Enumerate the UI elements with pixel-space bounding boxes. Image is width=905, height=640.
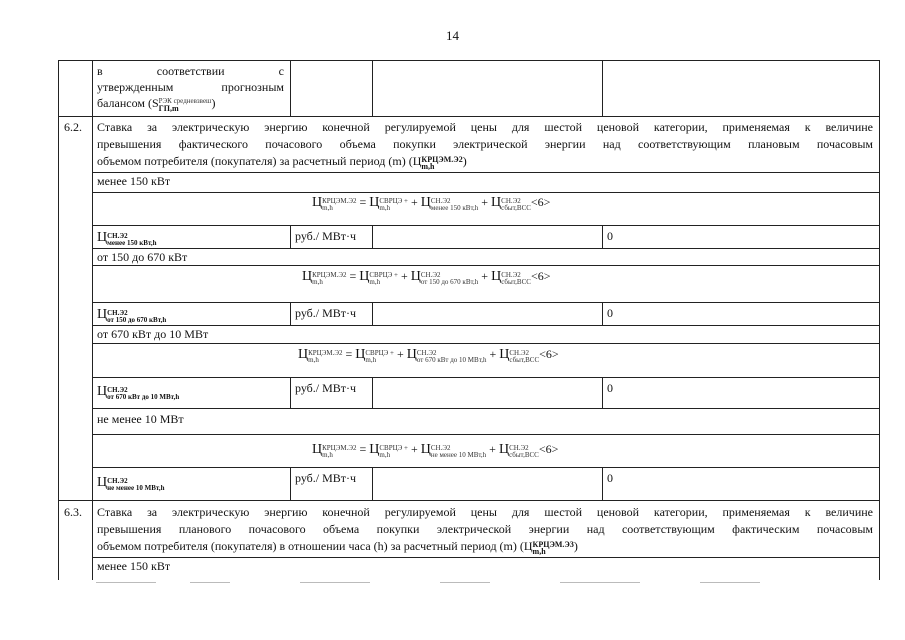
operator: + bbox=[481, 269, 489, 283]
sup-text: СН.Э2 bbox=[430, 197, 451, 205]
rule-62-top bbox=[58, 116, 879, 117]
col-val-g1 bbox=[602, 225, 603, 248]
rule-g3-formula bbox=[92, 343, 879, 344]
scan-artifact bbox=[190, 582, 230, 583]
group-label: менее 150 кВт bbox=[97, 559, 171, 573]
symbol: Ц bbox=[312, 442, 323, 457]
footnote-ref: <6> bbox=[530, 269, 551, 283]
value-cell: 0 bbox=[607, 229, 613, 243]
symbol: Ц bbox=[298, 347, 309, 362]
symbol: Ц bbox=[359, 269, 370, 284]
sub-text: m,h bbox=[379, 451, 391, 459]
symbol: Ц bbox=[420, 442, 431, 457]
page-number: 14 bbox=[446, 28, 459, 43]
cont-line3 bbox=[97, 95, 215, 112]
symbol: Ц bbox=[302, 269, 313, 284]
operator: = bbox=[359, 442, 367, 456]
col-num-divider bbox=[92, 60, 93, 580]
rule-63-sub bbox=[92, 557, 879, 558]
operator: + bbox=[410, 195, 418, 209]
sup-text: СВРЦЭ + bbox=[379, 197, 408, 205]
sup-text: СН.Э2 bbox=[107, 232, 128, 240]
section-text-line bbox=[97, 538, 578, 555]
operator: + bbox=[396, 347, 404, 361]
symbol: Ц bbox=[498, 442, 510, 457]
col-unit-g1 bbox=[290, 225, 291, 248]
symbol: Ц bbox=[97, 475, 108, 490]
row-label bbox=[97, 383, 179, 401]
formula bbox=[302, 268, 550, 286]
formula bbox=[298, 346, 559, 364]
col-val-top bbox=[602, 60, 603, 116]
sub-text: m,h bbox=[312, 278, 323, 286]
sub-text: сбыт,ВСС bbox=[501, 204, 531, 212]
scan-artifact bbox=[300, 582, 370, 583]
symbol: Ц bbox=[410, 269, 421, 284]
col-val-g4 bbox=[602, 467, 603, 500]
unit-cell: руб./ МВт·ч bbox=[295, 471, 357, 485]
sub-text: m,h bbox=[421, 162, 435, 171]
sup-text: КРЦЭМ.Э2 bbox=[421, 155, 463, 164]
symbol: Ц bbox=[491, 195, 502, 210]
sub-text: m,h bbox=[322, 451, 333, 459]
value-cell: 0 bbox=[607, 381, 613, 395]
sup-text: СН.Э2 bbox=[107, 477, 128, 485]
sub-text: сбыт,ВСС bbox=[501, 278, 531, 286]
sup-text: СН.Э2 bbox=[416, 349, 437, 357]
formula bbox=[312, 194, 550, 212]
rule-g2-formula bbox=[92, 265, 879, 266]
sub-text: ГП,m bbox=[158, 104, 179, 113]
operator: + bbox=[489, 347, 497, 361]
sub-text: m,h bbox=[308, 356, 319, 364]
rule-63-top bbox=[58, 500, 879, 501]
sub-text: от 670 кВт до 10 МВт,h bbox=[107, 393, 180, 401]
section-text: ) bbox=[462, 154, 467, 168]
section-number: 6.3. bbox=[64, 505, 82, 519]
rule-g1-label bbox=[92, 172, 879, 173]
cont-word: в bbox=[97, 64, 103, 78]
sup-text: КРЦЭМ.Э2 bbox=[312, 271, 347, 279]
sup-text: СН.Э2 bbox=[501, 197, 521, 205]
sup-text: КРЦЭМ.Э2 bbox=[322, 444, 357, 452]
rule-top bbox=[58, 60, 879, 61]
col-unit-g2 bbox=[290, 302, 291, 325]
col-mid-g1 bbox=[372, 225, 373, 248]
col-mid-g2 bbox=[372, 302, 373, 325]
section-text-line: Ставка за электрическую энергию конечной регулируемой цены для шестой ценовой категории, применяемая к величине bbox=[97, 505, 873, 519]
symbol: Ц bbox=[97, 230, 108, 245]
rule-g1-formula bbox=[92, 192, 879, 193]
symbol: Ц bbox=[97, 384, 108, 399]
sup-text: СВРЦЭ + bbox=[379, 444, 408, 452]
sup-text: СН.Э2 bbox=[107, 309, 128, 317]
col-mid-top bbox=[372, 60, 373, 116]
sub-text: менее 150 кВт,h bbox=[107, 239, 157, 247]
operator: = bbox=[359, 195, 367, 209]
scan-artifact bbox=[560, 582, 640, 583]
section-text-line bbox=[97, 153, 467, 170]
cont-word: с bbox=[278, 64, 284, 78]
cont-line2 bbox=[97, 79, 284, 95]
group-label: не менее 10 МВт bbox=[97, 412, 184, 426]
unit-cell: руб./ МВт·ч bbox=[295, 306, 357, 320]
sub-text: сбыт,ВСС bbox=[509, 356, 540, 364]
group-label: от 150 до 670 кВт bbox=[97, 250, 188, 264]
col-unit-g4 bbox=[290, 467, 291, 500]
sub-text: от 150 до 670 кВт,h bbox=[420, 278, 479, 286]
cont-word: соответствии bbox=[156, 64, 225, 78]
sub-text: от 670 кВт до 10 МВт,h bbox=[416, 356, 487, 364]
operator: + bbox=[410, 442, 418, 456]
section-number: 6.2. bbox=[64, 120, 82, 134]
symbol: Ц bbox=[406, 347, 417, 362]
rule-g4-row bbox=[92, 467, 879, 468]
section-text: объемом потребителя (покупателя) в отношении часа (h) за расчетный период (m) (Ц bbox=[97, 539, 533, 553]
operator: = bbox=[345, 347, 353, 361]
sup-text: СВРЦЭ + bbox=[365, 349, 394, 357]
cont-word: утвержденным bbox=[97, 80, 174, 94]
symbol: Ц bbox=[491, 269, 502, 284]
operator: + bbox=[481, 195, 489, 209]
section-text: ) bbox=[573, 539, 578, 553]
col-outer-left bbox=[58, 60, 59, 580]
sup-text: СН.Э2 bbox=[509, 444, 529, 452]
rule-g1-row bbox=[92, 225, 879, 226]
unit-cell: руб./ МВт·ч bbox=[295, 229, 357, 243]
sup-text: СН.Э2 bbox=[107, 386, 128, 394]
sup-text: СН.Э2 bbox=[509, 349, 529, 357]
sup-text: РЭК средневзвеш bbox=[158, 97, 212, 105]
section-text: объемом потребителя (покупателя) за расчетный период (m) (Ц bbox=[97, 154, 422, 168]
section-text-line: превышения фактического почасового объема покупки электрической энергии над соответствующим плановым почасовым bbox=[97, 137, 873, 151]
col-unit-g3 bbox=[290, 377, 291, 408]
footnote-ref: <6> bbox=[538, 442, 559, 456]
sub-text: от 150 до 670 кВт,h bbox=[107, 316, 167, 324]
unit-cell: руб./ МВт·ч bbox=[295, 381, 357, 395]
sub-text: m,h bbox=[365, 356, 377, 364]
operator: = bbox=[349, 269, 357, 283]
sub-text: m,h bbox=[322, 204, 333, 212]
section-text-line: превышения планового почасового объема покупки электрической энергии над соответствующим фактическим почасовым bbox=[97, 522, 873, 536]
sub-text: не менее 10 МВт,h bbox=[430, 451, 487, 459]
group-label: от 670 кВт до 10 МВт bbox=[97, 327, 209, 341]
symbol: Ц bbox=[97, 307, 108, 322]
rule-g2-row bbox=[92, 302, 879, 303]
symbol: Ц bbox=[355, 347, 366, 362]
sup-text: КРЦЭМ.Э3 bbox=[532, 540, 574, 549]
sup-text: СВРЦЭ + bbox=[369, 271, 398, 279]
sub-text: не менее 10 МВт,h bbox=[107, 484, 165, 492]
sub-text: менее 150 кВт,h bbox=[430, 204, 479, 212]
cont-text: балансом (S bbox=[97, 96, 159, 110]
scan-artifact bbox=[96, 582, 156, 583]
rule-g2-label bbox=[92, 248, 879, 249]
sup-text: СН.Э2 bbox=[430, 444, 451, 452]
cont-line1 bbox=[97, 63, 284, 79]
operator: + bbox=[489, 442, 496, 456]
col-mid-g3 bbox=[372, 377, 373, 408]
cont-word: прогнозным bbox=[221, 80, 284, 94]
cont-text: ) bbox=[211, 96, 216, 110]
sub-text: m,h bbox=[379, 204, 391, 212]
row-label bbox=[97, 229, 157, 247]
symbol: Ц bbox=[312, 195, 323, 210]
symbol: Ц bbox=[499, 347, 510, 362]
symbol: Ц bbox=[369, 442, 380, 457]
scan-artifact bbox=[440, 582, 490, 583]
col-mid-g4 bbox=[372, 467, 373, 500]
sup-text: КРЦЭМ.Э2 bbox=[322, 197, 357, 205]
sup-text: СН.Э2 bbox=[420, 271, 441, 279]
value-cell: 0 bbox=[607, 471, 613, 485]
row-label bbox=[97, 306, 166, 324]
col-val-g3 bbox=[602, 377, 603, 408]
value-cell: 0 bbox=[607, 306, 613, 320]
sup-text: СН.Э2 bbox=[501, 271, 521, 279]
footnote-ref: <6> bbox=[539, 347, 559, 361]
operator: + bbox=[400, 269, 408, 283]
rule-g4-formula bbox=[92, 434, 879, 435]
row-label bbox=[97, 474, 164, 492]
sub-text: m,h bbox=[532, 547, 546, 556]
col-val-g2 bbox=[602, 302, 603, 325]
sub-text: сбыт,ВСС bbox=[509, 451, 539, 459]
scan-artifact bbox=[700, 582, 760, 583]
formula bbox=[312, 441, 558, 459]
col-outer-right bbox=[879, 60, 880, 580]
symbol: Ц bbox=[369, 195, 380, 210]
rule-g4-label bbox=[92, 408, 879, 409]
sub-text: m,h bbox=[369, 278, 381, 286]
rule-g3-label bbox=[92, 325, 879, 326]
group-label: менее 150 кВт bbox=[97, 174, 171, 188]
rule-g3-row bbox=[92, 377, 879, 378]
col-unit-top bbox=[290, 60, 291, 116]
sup-text: КРЦЭМ.Э2 bbox=[308, 349, 343, 357]
section-text-line: Ставка за электрическую энергию конечной регулируемой цены для шестой ценовой категории, применяемая к величине bbox=[97, 120, 873, 134]
footnote-ref: <6> bbox=[530, 195, 551, 209]
symbol: Ц bbox=[420, 195, 431, 210]
